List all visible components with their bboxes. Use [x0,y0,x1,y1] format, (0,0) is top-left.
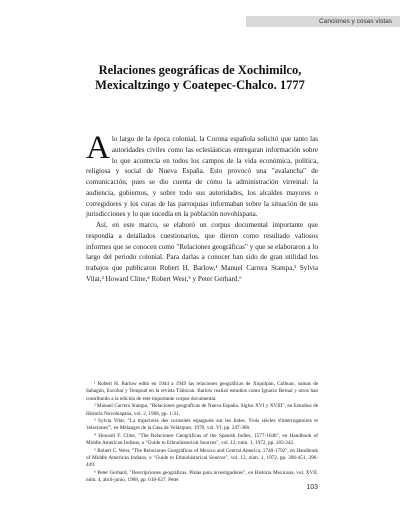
paragraph-1 [86,130,318,220]
article-title-line-2: Mexicaltzingo y Coatepec-Chalco. 1777 [95,78,305,92]
footnotes [86,381,318,485]
article-title [70,63,330,93]
footnote: ¹ Robert H. Barlow editó en 1944 a 1949 las relaciones geográficas de Xiquilpan, Culhuac, sumas de Sahagún, Escobar y Tempoal en la revista Tlalocan. Barlow realizó estudios como Ignacio Bernal y otros han contribuido a la edición de este importante corpus documental. [86,381,318,402]
footnote: ⁴ Howard F. Cline, "The Relaciones Geográficas of the Spanish Indies, 1577-1648", en Handbook of Middle American Indians, o "Guide to Ethnohistorical Sources", vol. 12, núm. 1, 1972, pp. 183-242. [86,432,318,447]
footnote: ⁵ Robert C. West, "The Relaciones Geográficas of Mexico and Central America, 1740-1792", en Handbook of Middle American Indians, o "Guide to Ethnohistorical Sources", vol. 12, núm. 1, 1972, pp. 396-451, 396-449. [86,447,318,469]
drop-cap: A [86,130,110,166]
page-number: 103 [306,484,318,491]
footnote: ⁶ Peter Gerhard, "Descripciones geográficas. Pistas para investigadores", en Historia Mexicana, vol. XVII, núm. 4, abril-junio, 1968, pp. 618-627. Peter [86,469,318,484]
article-title-line-1: Relaciones geográficas de Xochimilco, [98,63,302,77]
article-body [86,130,318,285]
running-header-title: Canciones y cosas vistas [319,18,392,25]
paragraph-2: Así, en este marco, se elaboró un corpus documental importante que respondía a detallados cuestionarios, que dieron como resultado valiosos informes que se conocen como "Relaciones geográficas" y que se elaboraron a lo largo del periodo colonial. Para darlas a conocer han sido de gran utilidad los trabajos que publicaron Robert H. Barlow,¹ Manuel Carrera Stampa,² Sylvia Vilar,³ Howard Cline,⁴ Robert West,⁵ y Peter Gerhard.⁶ [86,221,318,283]
paragraph-1-text: lo largo de la época colonial, la Corona española solicitó que tanto las autoridades civiles como las eclesiásticas entregaran información sobre lo que acontecía en todos los campos de la vida económica, política, religiosa y social de Nueva España. Esto provocó una "avalancha" de comunicación, pues se dio cuenta de cómo la administración virreinal: la audiencia, gobiernos, y sobre todo sus autoridades, los alcaldes mayores o corregidores y los curas de las parroquias informaban sobre la situación de sus jurisdicciones y lo que sucedía en la población novohispana. [86,135,318,219]
footnote: ² Manuel Carrera Stampa, "Relaciones geográficas de Nueva España. Siglos XVI y XVIII", en Estudios de Historia Novohispana, vol. 2, 1968, pp. 1-31. [86,403,318,417]
running-header [246,16,400,27]
footnote: ³ Sylvia Vilar, "La trajectoire des curiosités espagnole sur les Indes. Trois siècles d'interrogatoires et 'relaciones'", en Mélanges de la Casa de Velázquez, 1970, vol. VI, pp. 247-306. [86,418,318,432]
